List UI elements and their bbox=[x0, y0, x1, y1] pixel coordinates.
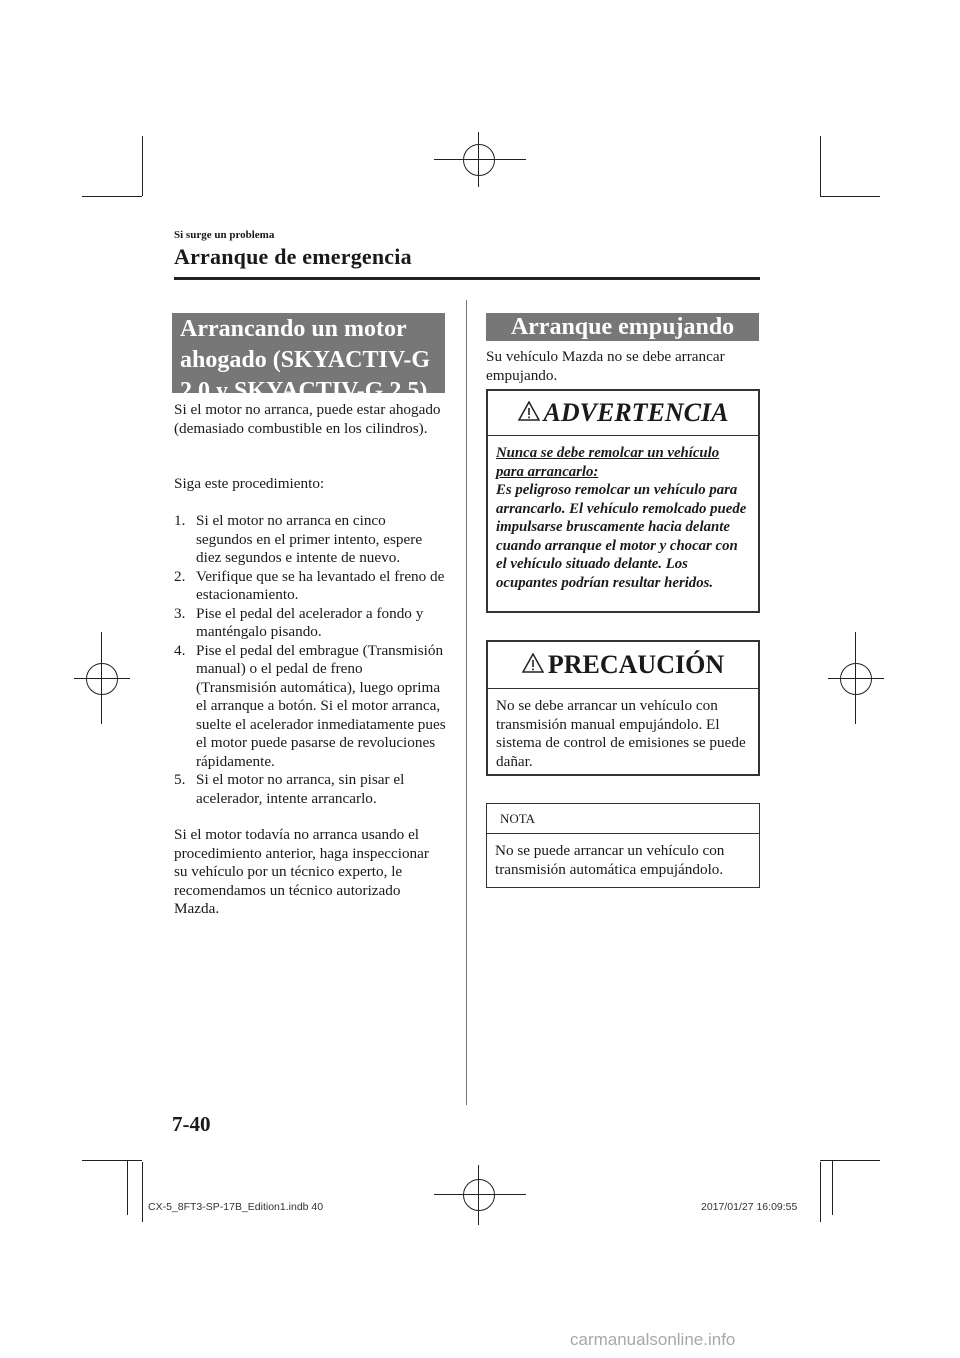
column-divider bbox=[466, 300, 467, 1105]
title-rule bbox=[174, 277, 760, 280]
list-item bbox=[174, 771, 446, 808]
page-number: 7-40 bbox=[172, 1112, 211, 1136]
caution-title: PRECAUCIÓN bbox=[547, 650, 725, 679]
step-text: Verifique que se ha levantado el freno de estacionamiento. bbox=[196, 567, 445, 603]
step-number: 3. bbox=[174, 604, 186, 622]
caution-header bbox=[488, 642, 758, 689]
step-text: Si el motor no arranca en cinco segundos en el primer intento, espere diez segundos e intente de nuevo. bbox=[196, 512, 423, 566]
step-text: Pise el pedal del acelerador a fondo y manténgalo pisando. bbox=[196, 604, 424, 640]
note-box bbox=[486, 803, 760, 888]
list-item bbox=[174, 605, 446, 642]
procedure-label: Siga este procedimiento: bbox=[174, 475, 325, 492]
list-item bbox=[174, 642, 446, 772]
note-text: No se puede arrancar un vehículo con transmisión automática empujándolo. bbox=[495, 842, 725, 878]
step-number: 4. bbox=[174, 641, 186, 659]
warning-header bbox=[488, 391, 758, 436]
watermark: carmanualsonline.info bbox=[570, 1330, 736, 1349]
caution-text: No se debe arrancar un vehículo con transmisión manual empujándolo. El sistema de control de emisiones se puede dañar. bbox=[496, 697, 746, 770]
page-title: Arranque de emergencia bbox=[174, 244, 412, 269]
section-heading-flooded-engine: Arrancando un motor ahogado (SKYACTIV-G 2.0 y SKYACTIV-G 2.5) bbox=[172, 313, 445, 393]
left-intro: Si el motor no arranca, puede estar ahogado (demasiado combustible en los cilindros). bbox=[174, 401, 441, 437]
step-number: 2. bbox=[174, 567, 186, 585]
footer-timestamp: 2017/01/27 16:09:55 bbox=[701, 1201, 798, 1213]
warning-body bbox=[488, 436, 758, 600]
note-title: NOTA bbox=[487, 804, 759, 834]
step-text: Si el motor no arranca, sin pisar el acelerador, intente arrancarlo. bbox=[196, 771, 405, 807]
left-closing: Si el motor todavía no arranca usando el procedimiento anterior, haga inspeccionar su vehículo por un técnico experto, le recomendamos un técnico autorizado Mazda. bbox=[174, 826, 429, 917]
warning-triangle-icon bbox=[518, 395, 540, 439]
warning-triangle-icon bbox=[522, 646, 544, 692]
step-number: 5. bbox=[174, 771, 186, 788]
warning-box bbox=[486, 389, 760, 613]
list-item bbox=[174, 568, 446, 605]
procedure-steps bbox=[174, 512, 446, 808]
warning-title: ADVERTENCIA bbox=[543, 398, 729, 427]
footer-file: CX-5_8FT3-SP-17B_Edition1.indb 40 bbox=[148, 1201, 324, 1213]
step-text: Pise el pedal del embrague (Transmisión manual) o el pedal de freno (Transmisión automática), luego oprima el arranque a botón. Si el motor arranca, suelte el acelerador inmediatamente pues el motor puede pasarse de revoluciones rápidamente. bbox=[196, 641, 446, 770]
caution-box bbox=[486, 640, 760, 776]
warning-text: Es peligroso remolcar un vehículo para arrancarlo. El vehículo remolcado puede impulsarse bruscamente hacia delante cuando arranque el motor y chocar con el vehículo situado delante. Los ocupantes podrían resultar heridos. bbox=[496, 482, 747, 591]
section-label: Si surge un problema bbox=[174, 229, 275, 241]
warning-lead: Nunca se debe remolcar un vehículo para arrancarlo: bbox=[496, 445, 720, 480]
right-intro: Su vehículo Mazda no se debe arrancar empujando. bbox=[486, 348, 725, 384]
section-heading-push-start: Arranque empujando bbox=[486, 313, 759, 341]
step-number: 1. bbox=[174, 512, 186, 529]
list-item bbox=[174, 512, 446, 568]
